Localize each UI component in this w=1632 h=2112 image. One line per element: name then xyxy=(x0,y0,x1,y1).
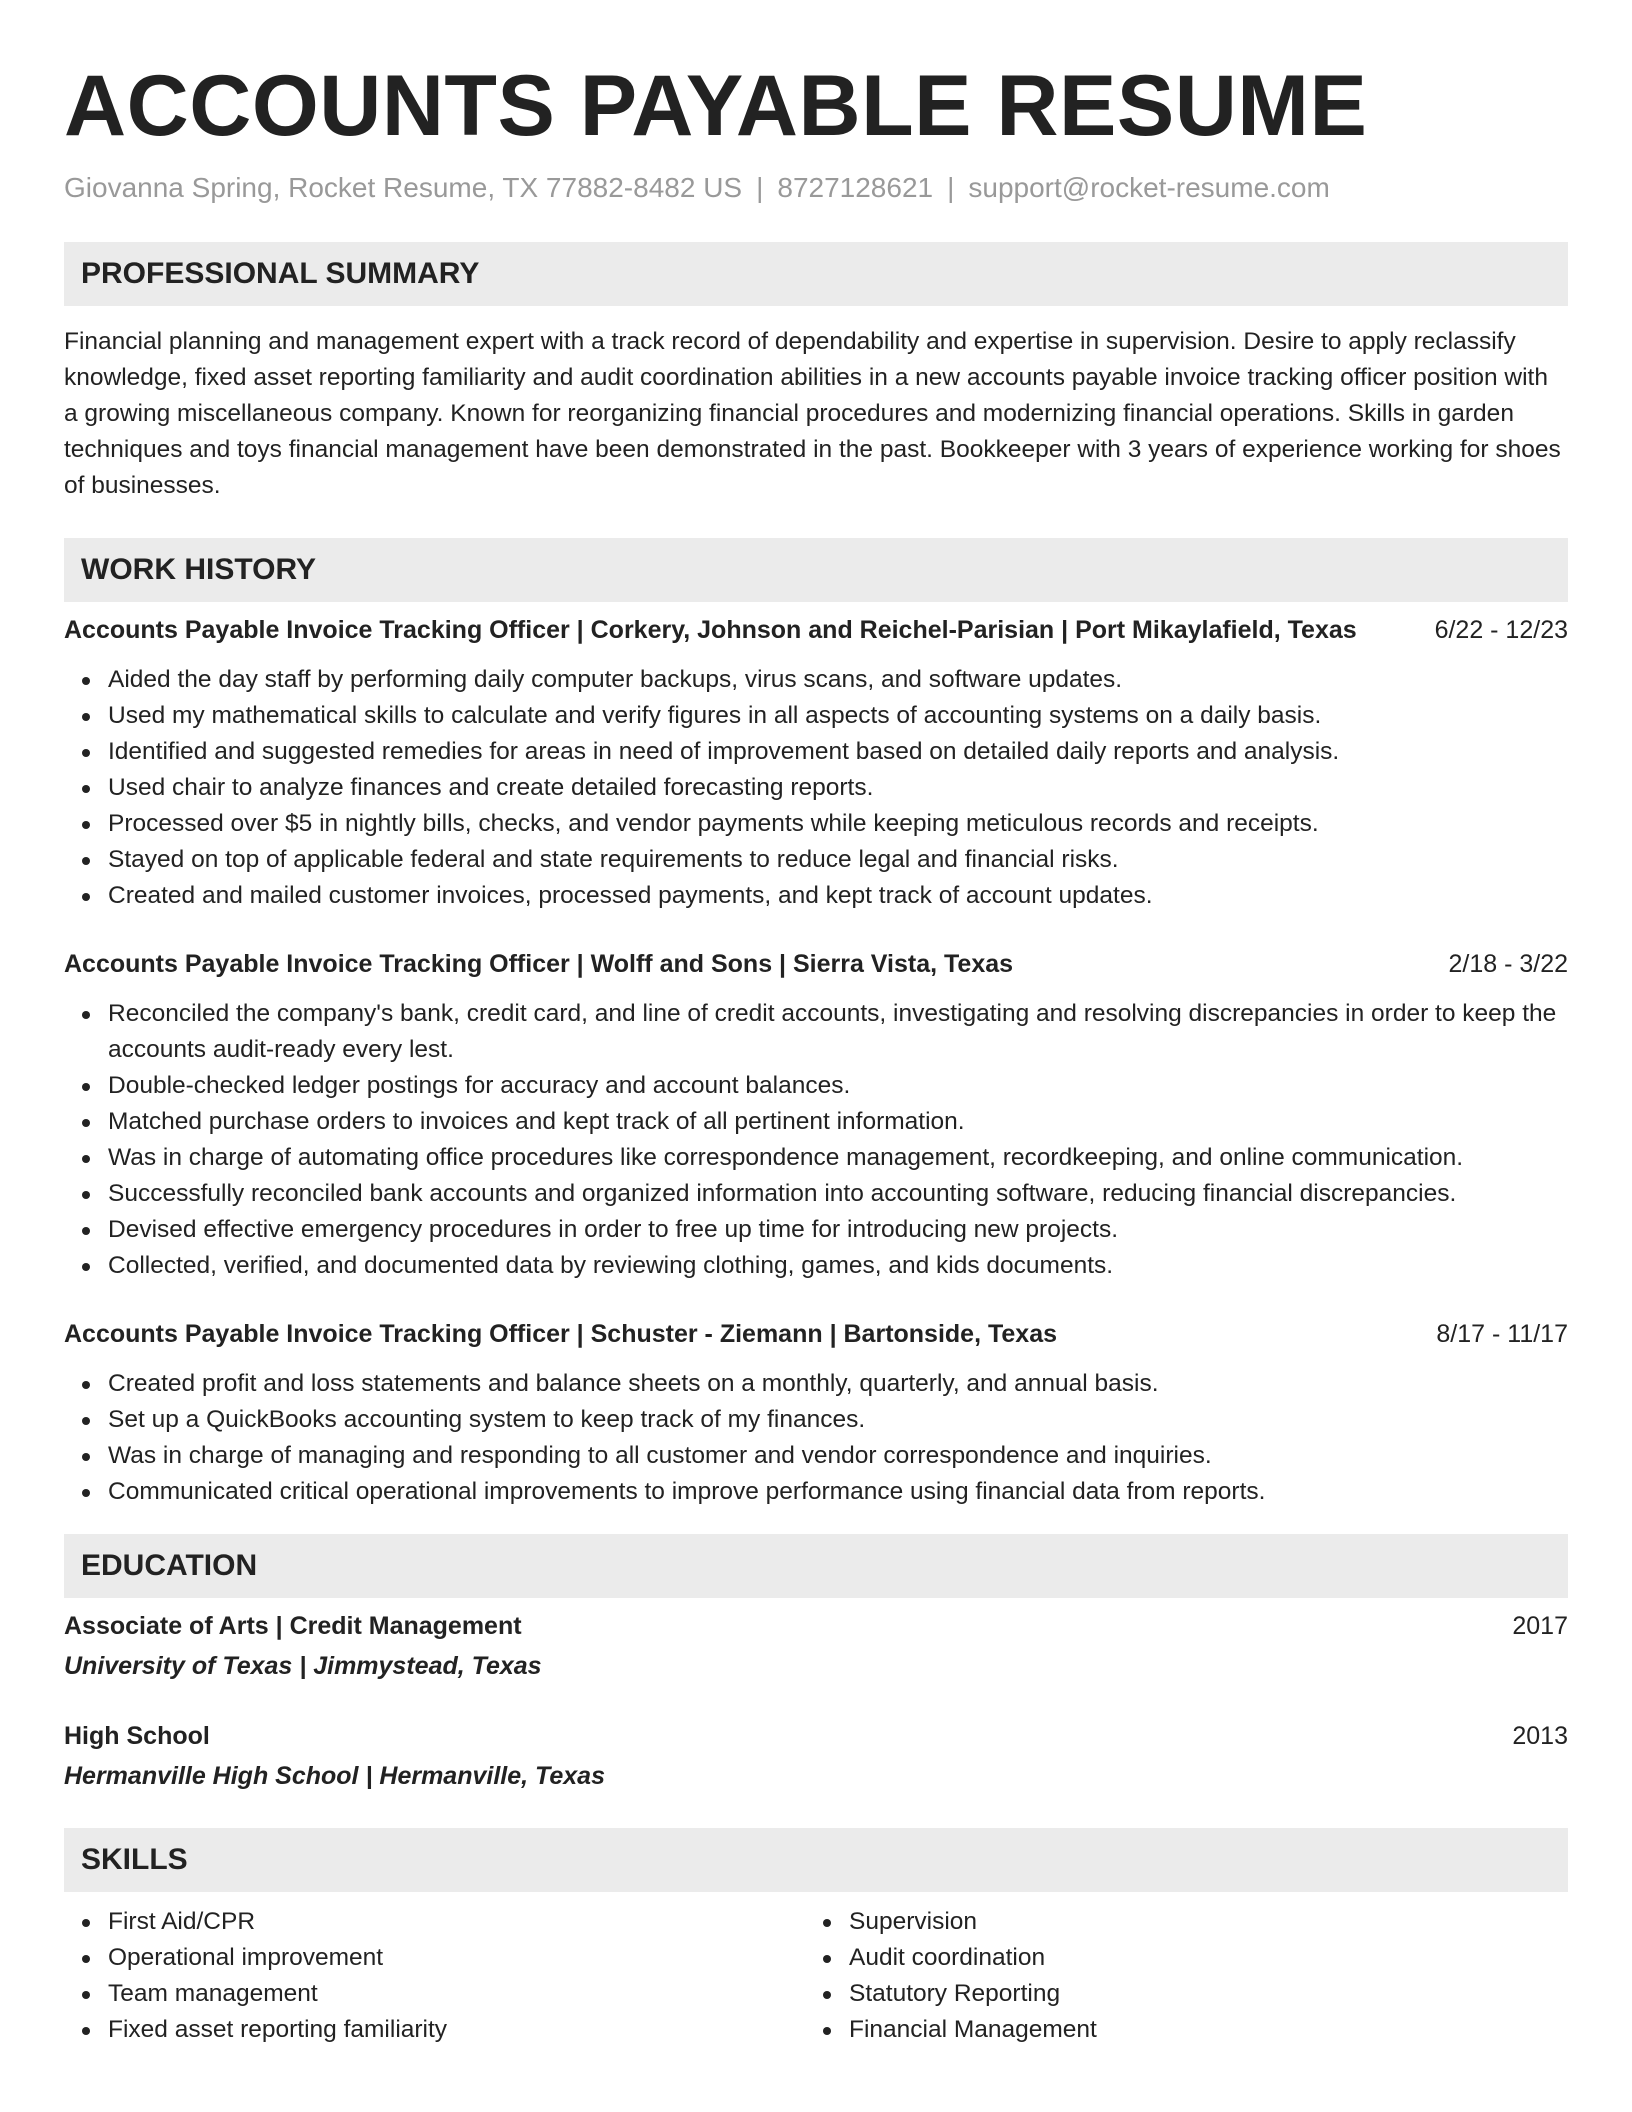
job-bullet: Created and mailed customer invoices, processed payments, and kept track of account updates. xyxy=(108,878,1568,914)
job-entry xyxy=(64,612,1568,914)
skills-column-left xyxy=(64,1904,805,2048)
job-bullet: Successfully reconciled bank accounts and organized information into accounting software, reducing financial discrepancies. xyxy=(108,1176,1568,1212)
education-degree: Associate of Arts | Credit Management xyxy=(64,1612,522,1640)
education-header xyxy=(64,1718,1568,1754)
skill-item: Fixed asset reporting familiarity xyxy=(108,2012,805,2048)
job-bullet: Reconciled the company's bank, credit card, and line of credit accounts, investigating and resolving discrepancies in order to keep the accounts audit-ready every lest. xyxy=(108,996,1568,1068)
skills-column-right xyxy=(805,1904,1546,2048)
contact-separator: | xyxy=(947,172,955,203)
job-bullet: Communicated critical operational improvements to improve performance using financial data from reports. xyxy=(108,1474,1568,1510)
education-year: 2017 xyxy=(1512,1612,1568,1640)
job-bullet: Identified and suggested remedies for areas in need of improvement based on detailed daily reports and analysis. xyxy=(108,734,1568,770)
resume-title: ACCOUNTS PAYABLE RESUME xyxy=(64,58,1368,154)
job-bullet: Processed over $5 in nightly bills, checks, and vendor payments while keeping meticulous records and receipts. xyxy=(108,806,1568,842)
job-header xyxy=(64,1316,1568,1352)
skill-item: First Aid/CPR xyxy=(108,1904,805,1940)
job-entry xyxy=(64,1316,1568,1510)
job-bullet: Used chair to analyze finances and create detailed forecasting reports. xyxy=(108,770,1568,806)
job-bullet: Stayed on top of applicable federal and state requirements to reduce legal and financial risks. xyxy=(108,842,1568,878)
skill-item: Team management xyxy=(108,1976,805,2012)
job-bullet: Collected, verified, and documented data by reviewing clothing, games, and kids documents. xyxy=(108,1248,1568,1284)
skill-item: Statutory Reporting xyxy=(849,1976,1546,2012)
job-bullet: Devised effective emergency procedures in order to free up time for introducing new projects. xyxy=(108,1212,1568,1248)
job-dates: 8/17 - 11/17 xyxy=(1436,1320,1568,1348)
job-bullet: Used my mathematical skills to calculate and verify figures in all aspects of accounting systems on a daily basis. xyxy=(108,698,1568,734)
job-title: Accounts Payable Invoice Tracking Officer | Wolff and Sons | Sierra Vista, Texas xyxy=(64,950,1014,978)
job-entry xyxy=(64,946,1568,1284)
job-title: Accounts Payable Invoice Tracking Officer | Schuster - Ziemann | Bartonside, Texas xyxy=(64,1320,1058,1348)
skill-item: Operational improvement xyxy=(108,1940,805,1976)
skills-section-header: SKILLS xyxy=(64,1828,1568,1892)
summary-section-header: PROFESSIONAL SUMMARY xyxy=(64,242,1568,306)
job-dates: 6/22 - 12/23 xyxy=(1434,616,1568,644)
education-year: 2013 xyxy=(1512,1722,1568,1750)
skill-item: Audit coordination xyxy=(849,1940,1546,1976)
education-school: Hermanville High School | Hermanville, Texas xyxy=(64,1762,605,1790)
work-history-section-header: WORK HISTORY xyxy=(64,538,1568,602)
job-bullet: Double-checked ledger postings for accuracy and account balances. xyxy=(108,1068,1568,1104)
contact-address: Giovanna Spring, Rocket Resume, TX 77882-8482 US xyxy=(64,172,743,203)
job-bullets xyxy=(64,996,1568,1284)
summary-text: Financial planning and management expert with a track record of dependability and expertise in supervision. Desire to apply reclassify knowledge, fixed asset reporting familiarity and audit coordination abilities in a new accounts payable invoice tracking officer position with a growing miscellaneous company. Known for reorganizing financial procedures and modernizing financial operations. Skills in garden techniques and toys financial management have been demonstrated in the past. Bookkeeper with 3 years of experience working for shoes of businesses. xyxy=(64,328,1561,499)
contact-line xyxy=(64,170,1568,206)
contact-email: support@rocket-resume.com xyxy=(968,172,1330,203)
job-header xyxy=(64,946,1568,982)
job-bullet: Matched purchase orders to invoices and kept track of all pertinent information. xyxy=(108,1104,1568,1140)
skill-item: Supervision xyxy=(849,1904,1546,1940)
education-entry xyxy=(64,1608,1568,1684)
education-degree: High School xyxy=(64,1722,210,1750)
job-bullet: Was in charge of managing and responding to all customer and vendor correspondence and inquiries. xyxy=(108,1438,1568,1474)
job-bullet: Was in charge of automating office procedures like correspondence management, recordkeeping, and online communication. xyxy=(108,1140,1568,1176)
skill-item: Financial Management xyxy=(849,2012,1546,2048)
job-dates: 2/18 - 3/22 xyxy=(1448,950,1568,978)
job-bullet: Created profit and loss statements and balance sheets on a monthly, quarterly, and annual basis. xyxy=(108,1366,1568,1402)
education-header xyxy=(64,1608,1568,1644)
job-bullets xyxy=(64,662,1568,914)
job-header xyxy=(64,612,1568,648)
education-entry xyxy=(64,1718,1568,1794)
job-title: Accounts Payable Invoice Tracking Officer | Corkery, Johnson and Reichel-Parisian | Port Mikaylafield, Texas xyxy=(64,616,1357,644)
skills-list xyxy=(64,1904,1568,2048)
job-bullets xyxy=(64,1366,1568,1510)
contact-phone: 8727128621 xyxy=(777,172,934,203)
education-section-header: EDUCATION xyxy=(64,1534,1568,1598)
job-bullet: Set up a QuickBooks accounting system to keep track of my finances. xyxy=(108,1402,1568,1438)
contact-separator: | xyxy=(756,172,764,203)
education-school: University of Texas | Jimmystead, Texas xyxy=(64,1652,542,1680)
job-bullet: Aided the day staff by performing daily computer backups, virus scans, and software updates. xyxy=(108,662,1568,698)
